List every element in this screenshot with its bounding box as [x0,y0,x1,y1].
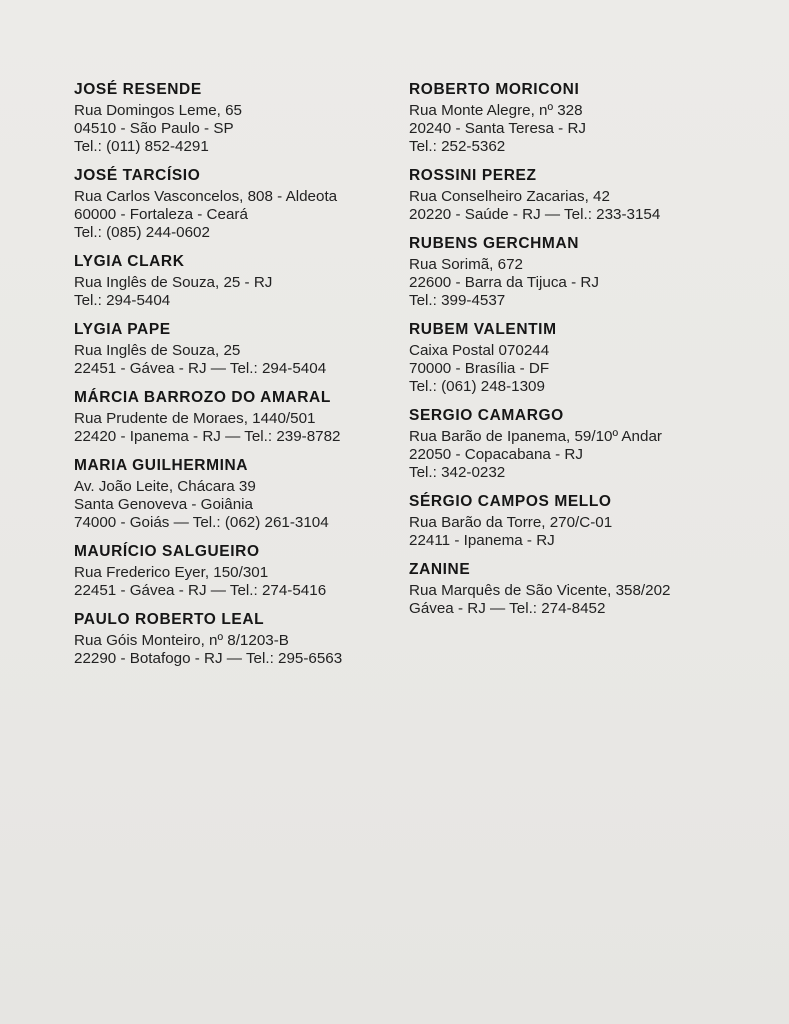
address-entry [74,320,394,378]
entry-line: Rua Barão da Torre, 270/C-01 [409,514,613,531]
address-entry [74,610,394,668]
entry-name: MAURÍCIO SALGUEIRO [74,543,260,560]
address-entry [74,456,394,532]
address-entry [409,234,749,310]
address-entry [409,320,749,396]
entry-line: Rua Inglês de Souza, 25 [74,342,241,359]
entry-name: LYGIA PAPE [74,321,171,338]
entry-line: 70000 - Brasília - DF [409,360,550,377]
entry-line: Tel.: 294-5404 [74,292,171,309]
address-entry [74,80,394,156]
entry-line: 22451 - Gávea - RJ — Tel.: 294-5404 [74,360,327,377]
entry-name: JOSÉ TARCÍSIO [74,167,201,184]
entry-line: Tel.: 399-4537 [409,292,506,309]
address-entry [74,542,394,600]
entry-line: Av. João Leite, Chácara 39 [74,478,256,495]
entry-line: 22411 - Ipanema - RJ [409,532,555,549]
entry-name: SÉRGIO CAMPOS MELLO [409,493,612,510]
entry-line: Tel.: 342-0232 [409,464,506,481]
entry-line: Tel.: (061) 248-1309 [409,378,545,395]
entry-line: 20240 - Santa Teresa - RJ [409,120,587,137]
entry-line: Santa Genoveva - Goiânia [74,496,253,513]
entry-name: ROSSINI PEREZ [409,167,537,184]
entry-line: 04510 - São Paulo - SP [74,120,234,137]
entry-line: Rua Góis Monteiro, nº 8/1203-B [74,632,289,649]
entry-line: 22451 - Gávea - RJ — Tel.: 274-5416 [74,582,327,599]
entry-line: Rua Prudente de Moraes, 1440/501 [74,410,316,427]
entry-line: Tel.: 252-5362 [409,138,506,155]
entry-name: ZANINE [409,561,471,578]
entry-line: Tel.: (085) 244-0602 [74,224,210,241]
entry-line: 20220 - Saúde - RJ — Tel.: 233-3154 [409,206,661,223]
left-column [74,80,394,678]
entry-name: RUBENS GERCHMAN [409,235,580,252]
entry-line: Rua Sorimã, 672 [409,256,523,273]
address-entry [409,166,749,224]
entry-name: SERGIO CAMARGO [409,407,564,424]
entry-line: Gávea - RJ — Tel.: 274-8452 [409,600,606,617]
entry-name: JOSÉ RESENDE [74,81,202,98]
address-entry [409,406,749,482]
entry-line: Rua Carlos Vasconcelos, 808 - Aldeota [74,188,338,205]
right-column [409,80,749,628]
address-entry [409,492,749,550]
entry-name: LYGIA CLARK [74,253,185,270]
entry-line: Rua Conselheiro Zacarias, 42 [409,188,610,205]
entry-name: RUBEM VALENTIM [409,321,557,338]
address-entry [409,80,749,156]
entry-line: 22600 - Barra da Tijuca - RJ [409,274,599,291]
entry-line: 22420 - Ipanema - RJ — Tel.: 239-8782 [74,428,341,445]
entry-line: 22050 - Copacabana - RJ [409,446,583,463]
entry-line: Rua Monte Alegre, nº 328 [409,102,583,119]
entry-line: Rua Frederico Eyer, 150/301 [74,564,269,581]
entry-line: 74000 - Goiás — Tel.: (062) 261-3104 [74,514,329,531]
entry-line: Tel.: (011) 852-4291 [74,138,209,155]
entry-name: ROBERTO MORICONI [409,81,580,98]
entry-line: 60000 - Fortaleza - Ceará [74,206,248,223]
entry-line: Rua Domingos Leme, 65 [74,102,242,119]
entry-name: MARIA GUILHERMINA [74,457,249,474]
entry-line: Caixa Postal 070244 [409,342,550,359]
entry-line: 22290 - Botafogo - RJ — Tel.: 295-6563 [74,650,343,667]
entry-name: MÁRCIA BARROZO DO AMARAL [74,389,331,406]
address-entry [74,252,394,310]
entry-line: Rua Inglês de Souza, 25 - RJ [74,274,273,291]
entry-line: Rua Marquês de São Vicente, 358/202 [409,582,671,599]
address-entry [74,388,394,446]
entry-line: Rua Barão de Ipanema, 59/10º Andar [409,428,662,445]
address-entry [74,166,394,242]
entry-name: PAULO ROBERTO LEAL [74,611,265,628]
address-entry [409,560,749,618]
